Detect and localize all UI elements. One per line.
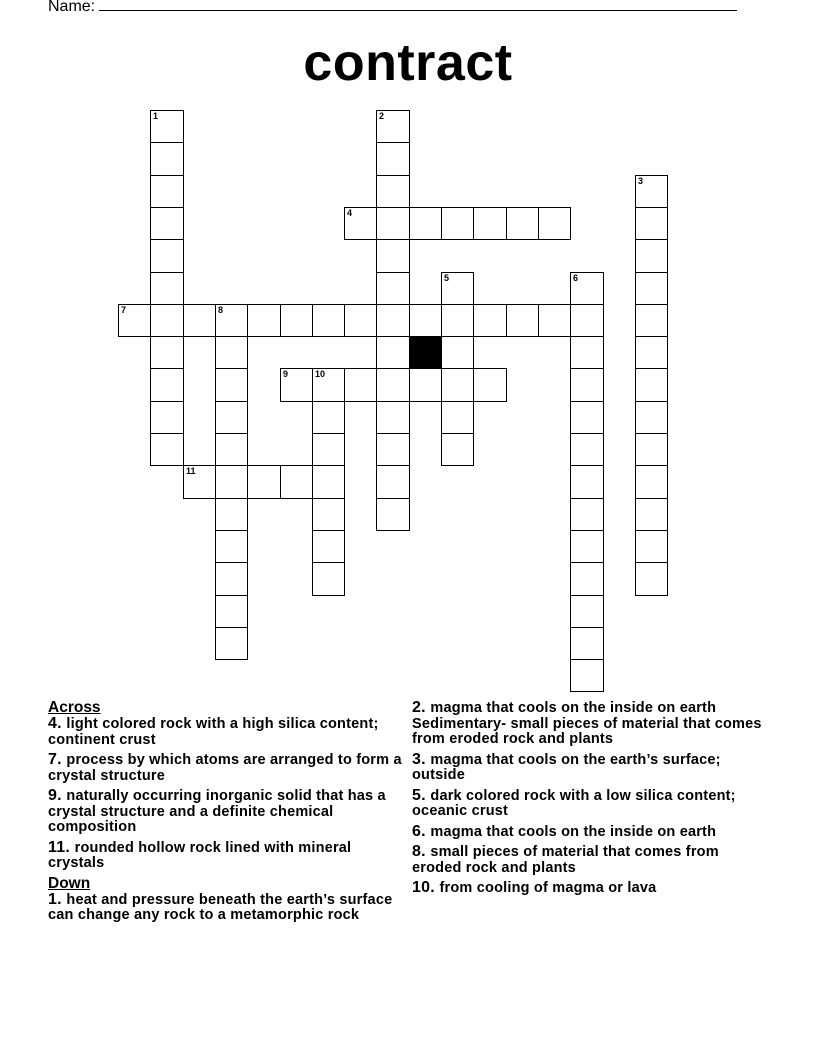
clue-item-number: 6.	[412, 822, 431, 840]
grid-cell[interactable]	[150, 239, 184, 273]
down-clue-list-left	[48, 892, 403, 924]
grid-cell[interactable]	[215, 336, 248, 369]
grid-cell[interactable]	[215, 530, 248, 563]
puzzle-title: contract	[303, 34, 513, 92]
grid-cell[interactable]	[183, 465, 216, 499]
grid-cell[interactable]	[215, 627, 248, 660]
grid-cell[interactable]	[312, 562, 345, 596]
grid-cell[interactable]	[441, 272, 474, 305]
grid-cell[interactable]	[247, 304, 281, 337]
grid-cell[interactable]	[376, 239, 410, 273]
clue-item-number: 9.	[48, 787, 67, 804]
grid-cell[interactable]	[570, 498, 604, 531]
grid-cell[interactable]	[376, 207, 410, 240]
grid-cell[interactable]	[635, 498, 668, 531]
grid-cell[interactable]	[376, 336, 410, 369]
grid-cell[interactable]	[376, 142, 410, 176]
grid-cell[interactable]	[150, 433, 184, 466]
grid-cell[interactable]	[570, 433, 604, 466]
grid-cell[interactable]	[538, 304, 571, 337]
clue-number: 1	[153, 111, 159, 121]
grid-cell[interactable]	[409, 304, 442, 337]
clue-item-number: 3.	[412, 750, 431, 768]
grid-cell[interactable]	[376, 272, 410, 305]
grid-cell[interactable]	[376, 433, 410, 466]
grid-cell[interactable]	[247, 465, 281, 499]
clue-number: 8	[218, 305, 224, 315]
grid-cell[interactable]	[441, 433, 474, 466]
grid-cell[interactable]	[570, 595, 604, 628]
grid-cell[interactable]	[312, 433, 345, 466]
grid-cell[interactable]	[441, 304, 474, 337]
clue-number: 9	[283, 369, 289, 379]
grid-cell[interactable]	[280, 304, 313, 337]
grid-cell[interactable]	[150, 368, 184, 402]
grid-cell[interactable]	[376, 401, 410, 434]
grid-cell[interactable]	[215, 401, 248, 434]
grid-cell[interactable]	[150, 175, 184, 208]
clue-item-number: 11.	[48, 838, 75, 856]
grid-cell[interactable]	[570, 401, 604, 434]
grid-cell[interactable]	[215, 595, 248, 628]
grid-cell[interactable]	[506, 304, 539, 337]
grid-cell[interactable]	[376, 175, 410, 208]
clue-item	[412, 752, 772, 784]
grid-cell[interactable]	[441, 336, 474, 369]
grid-cell[interactable]	[215, 304, 248, 337]
grid-cell[interactable]	[538, 207, 571, 240]
clue-item-text: heat and pressure beneath the earth’s surface can change any rock to a metamorphic rock	[48, 891, 393, 923]
grid-cell[interactable]	[215, 433, 248, 466]
grid-cell[interactable]	[150, 304, 184, 337]
grid-cell[interactable]	[409, 368, 442, 402]
grid-cell[interactable]	[473, 304, 507, 337]
grid-cell[interactable]	[635, 175, 668, 208]
grid-cell[interactable]	[441, 401, 474, 434]
clue-item	[412, 788, 772, 820]
grid-cell[interactable]	[344, 368, 377, 402]
black-cell	[409, 336, 442, 369]
grid-cell[interactable]	[570, 304, 604, 337]
grid-cell[interactable]	[150, 272, 184, 305]
down-clue-list-right	[412, 700, 772, 897]
clue-number: 5	[444, 273, 450, 283]
clue-number: 2	[379, 111, 385, 121]
grid-cell[interactable]	[635, 465, 668, 499]
grid-cell[interactable]	[150, 401, 184, 434]
grid-cell[interactable]	[441, 207, 474, 240]
clue-item-text: light colored rock with a high silica content; continent crust	[48, 716, 379, 748]
clue-item-text: magma that cools on the inside on earth Sedimentary- small pieces of material that comes from eroded rock and plants	[412, 700, 762, 747]
grid-cell[interactable]	[344, 304, 377, 337]
clue-item	[48, 788, 403, 836]
clue-number: 6	[573, 273, 579, 283]
grid-cell[interactable]	[635, 530, 668, 563]
grid-cell[interactable]	[215, 498, 248, 531]
clue-item-number: 10.	[412, 879, 440, 896]
grid-cell[interactable]	[570, 659, 604, 692]
clue-item-number: 2.	[412, 699, 431, 716]
grid-cell[interactable]	[376, 110, 410, 143]
across-clue-list	[48, 716, 403, 872]
grid-cell[interactable]	[570, 530, 604, 563]
grid-cell[interactable]	[376, 465, 410, 499]
grid-cell[interactable]	[150, 336, 184, 369]
clue-item	[412, 844, 772, 876]
clue-item-number: 4.	[48, 715, 67, 732]
clue-item-text: dark colored rock with a low silica content; oceanic crust	[412, 787, 736, 819]
grid-cell[interactable]	[376, 304, 410, 337]
clue-item	[412, 880, 772, 897]
clue-item	[48, 840, 403, 872]
clue-item-number: 8.	[412, 843, 431, 860]
grid-cell[interactable]	[570, 272, 604, 305]
clue-item	[412, 700, 772, 748]
grid-cell[interactable]	[570, 465, 604, 499]
clue-item-text: small pieces of material that comes from eroded rock and plants	[412, 844, 719, 876]
across-heading: Across	[48, 699, 101, 716]
grid-cell[interactable]	[280, 465, 313, 499]
grid-cell[interactable]	[280, 368, 313, 402]
grid-cell[interactable]	[570, 627, 604, 660]
clue-item	[48, 892, 403, 924]
down-heading: Down	[48, 874, 91, 892]
grid-cell[interactable]	[570, 336, 604, 369]
grid-cell[interactable]	[376, 498, 410, 531]
clue-item-text: magma that cools on the earth’s surface; outside	[412, 751, 721, 783]
grid-cell[interactable]	[635, 304, 668, 337]
name-label: Name:	[48, 0, 96, 15]
grid-cell[interactable]	[215, 368, 248, 402]
grid-cell[interactable]	[376, 368, 410, 402]
grid-cell[interactable]	[635, 562, 668, 596]
clue-item	[48, 752, 403, 784]
grid-cell[interactable]	[635, 239, 668, 273]
grid-cell[interactable]	[441, 368, 474, 402]
grid-cell[interactable]	[312, 401, 345, 434]
grid-cell[interactable]	[635, 368, 668, 402]
grid-cell[interactable]	[118, 304, 151, 337]
grid-cell[interactable]	[570, 368, 604, 402]
grid-cell[interactable]	[473, 207, 507, 240]
clue-item-text: rounded hollow rock lined with mineral crystals	[48, 839, 352, 871]
clue-item	[48, 716, 403, 748]
grid-cell[interactable]	[150, 110, 184, 143]
clue-item-text: process by which atoms are arranged to form a crystal structure	[48, 752, 402, 784]
clue-item-number: 5.	[412, 786, 431, 804]
grid-cell[interactable]	[183, 304, 216, 337]
clue-number: 11	[186, 466, 196, 476]
grid-cell[interactable]	[215, 562, 248, 596]
grid-cell[interactable]	[312, 368, 345, 402]
grid-cell[interactable]	[312, 498, 345, 531]
clue-number: 4	[347, 208, 353, 218]
clue-item-text: naturally occurring inorganic solid that has a crystal structure and a definite chemical composition	[48, 788, 386, 835]
grid-cell[interactable]	[570, 562, 604, 596]
clue-number: 7	[121, 305, 127, 315]
grid-cell[interactable]	[409, 207, 442, 240]
grid-cell[interactable]	[150, 142, 184, 176]
grid-cell[interactable]	[312, 304, 345, 337]
clue-item-number: 7.	[48, 751, 67, 768]
clue-item	[412, 824, 772, 841]
grid-cell[interactable]	[635, 272, 668, 305]
clue-item-number: 1.	[48, 890, 67, 908]
grid-cell[interactable]	[215, 465, 248, 499]
grid-cell[interactable]	[312, 465, 345, 499]
clues-right-column	[412, 700, 772, 901]
clue-item-text: magma that cools on the inside on earth	[430, 823, 717, 840]
grid-cell[interactable]	[635, 207, 668, 240]
clue-item-text: from cooling of magma or lava	[439, 880, 657, 896]
grid-cell[interactable]	[473, 368, 507, 402]
grid-cell[interactable]	[150, 207, 184, 240]
grid-cell[interactable]	[635, 401, 668, 434]
clues-left-column	[48, 700, 403, 928]
grid-cell[interactable]	[312, 530, 345, 563]
grid-cell[interactable]	[635, 336, 668, 369]
clue-number: 3	[638, 176, 644, 186]
grid-cell[interactable]	[344, 207, 377, 240]
grid-cell[interactable]	[635, 433, 668, 466]
clue-number: 10	[315, 369, 326, 379]
grid-cell[interactable]	[506, 207, 539, 240]
